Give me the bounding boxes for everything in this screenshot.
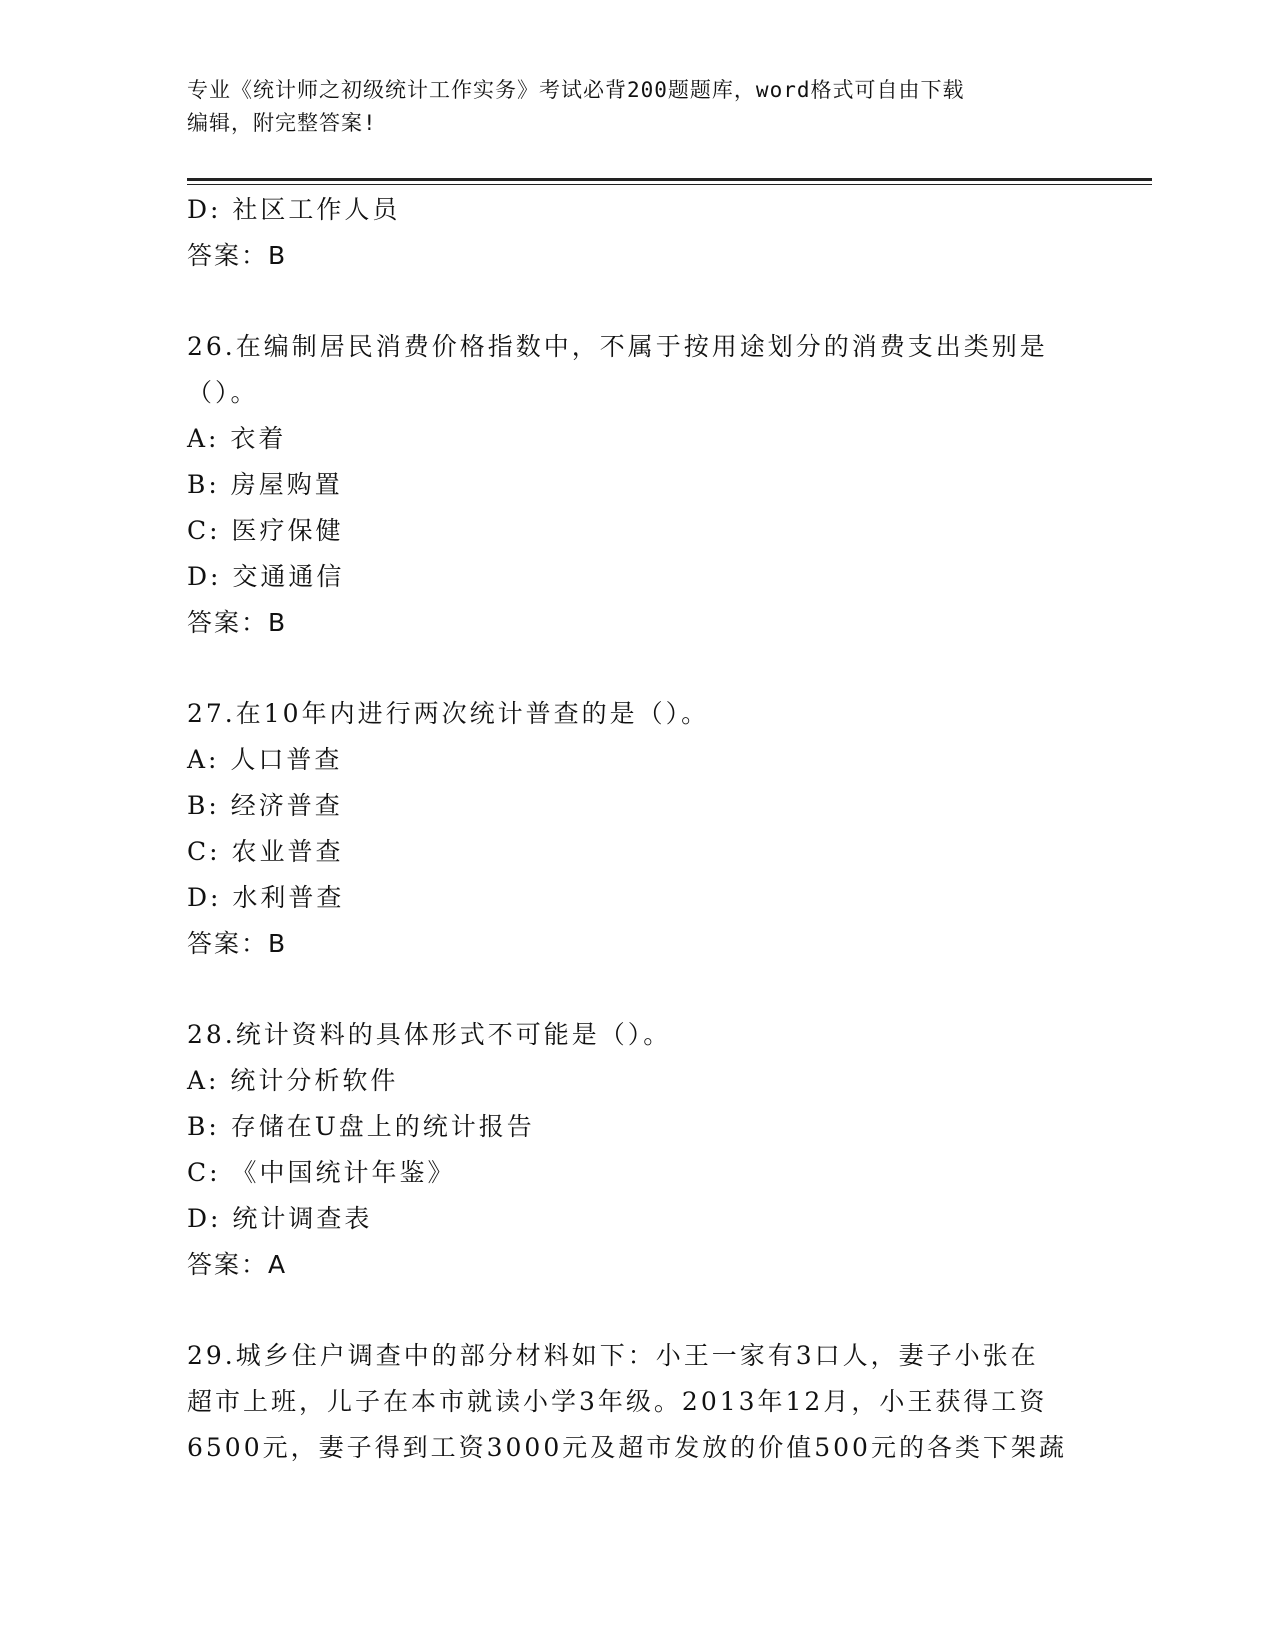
option-b: B: 房屋购置 — [187, 470, 343, 499]
option-c: C: 医疗保健 — [187, 516, 344, 545]
question-26 — [187, 324, 1087, 646]
spacer — [187, 1288, 1087, 1333]
spacer — [187, 967, 1087, 1012]
answer-label: 答案：B — [187, 608, 288, 637]
option-d: D: 交通通信 — [187, 562, 345, 591]
option-b: B: 存储在U盘上的统计报告 — [187, 1112, 535, 1141]
document-header — [187, 74, 1067, 140]
header-line-2: 编辑，附完整答案! — [187, 111, 377, 135]
question-29 — [187, 1333, 1087, 1471]
option-a: A: 人口普查 — [187, 745, 343, 774]
question-stem: 27.在10年内进行两次统计普查的是（）。 — [187, 699, 710, 728]
question-stem-line-1: 26.在编制居民消费价格指数中，不属于按用途划分的消费支出类别是 — [187, 332, 1048, 361]
question-stem: 28.统计资料的具体形式不可能是（）。 — [187, 1020, 672, 1049]
option-b: B: 经济普查 — [187, 791, 343, 820]
question-28 — [187, 1012, 1087, 1288]
option-c: C: 《中国统计年鉴》 — [187, 1158, 456, 1187]
option-a: A: 衣着 — [187, 424, 287, 453]
question-list — [187, 187, 1087, 1471]
question-25 — [187, 187, 1087, 279]
option-a: A: 统计分析软件 — [187, 1066, 399, 1095]
option-d: D: 社区工作人员 — [187, 195, 401, 224]
spacer — [187, 279, 1087, 324]
question-stem-line-2: 超市上班，儿子在本市就读小学3年级。2013年12月，小王获得工资 — [187, 1387, 1048, 1416]
question-stem-line-1: 29.城乡住户调查中的部分材料如下：小王一家有3口人，妻子小张在 — [187, 1341, 1039, 1370]
option-d: D: 统计调查表 — [187, 1204, 373, 1233]
header-divider-thin — [187, 184, 1152, 185]
answer-label: 答案：A — [187, 1250, 288, 1279]
option-d: D: 水利普查 — [187, 883, 345, 912]
question-stem-line-3: 6500元，妻子得到工资3000元及超市发放的价值500元的各类下架蔬 — [187, 1433, 1067, 1462]
spacer — [187, 646, 1087, 691]
answer-label: 答案：B — [187, 241, 288, 270]
question-stem-line-2: （）。 — [187, 378, 259, 407]
answer-label: 答案：B — [187, 929, 288, 958]
header-divider-thick — [187, 178, 1152, 181]
header-line-1: 专业《统计师之初级统计工作实务》考试必背200题题库，word格式可自由下载 — [187, 78, 965, 102]
question-27 — [187, 691, 1087, 967]
option-c: C: 农业普查 — [187, 837, 344, 866]
